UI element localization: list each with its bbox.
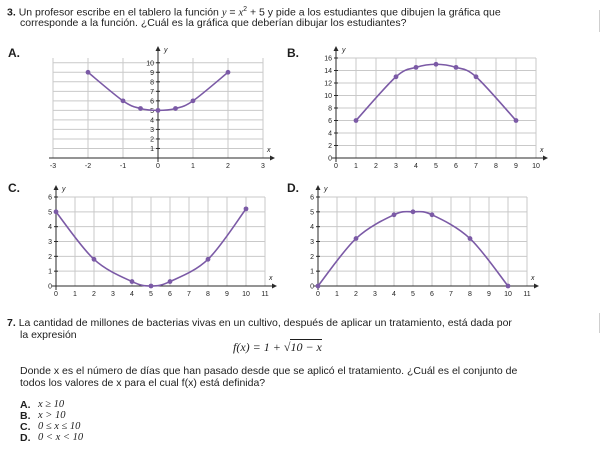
x-tick-label-b: 5 [434,163,438,170]
x-tick-label-a: 1 [191,163,195,170]
x-axis-label-a: x [267,147,271,154]
y-axis-arrow-d [316,185,321,190]
y-tick-label-a: 4 [150,117,154,125]
y-tick-label-a: 10 [146,60,154,68]
x-tick-label-b: 9 [514,163,518,170]
sqrt-sign: √ [283,340,291,354]
data-point-d [354,236,359,241]
x-tick-label-d: 2 [354,291,358,298]
data-point-a [138,106,143,111]
option-c-text: 0 ≤ x ≤ 10 [38,421,81,432]
x-axis-label-c: x [269,275,273,282]
graph-label-c: C. [8,181,20,195]
option-c-letter: C. [20,421,31,433]
x-axis-arrow-d [534,284,539,289]
x-axis-arrow-b [543,156,548,161]
x-tick-label-b: 8 [494,163,498,170]
data-point-b [354,118,359,123]
data-point-d [392,212,397,217]
y-tick-label-d: 5 [310,209,314,217]
x-tick-label-d: 10 [504,291,512,298]
y-tick-label-b: 12 [324,80,332,88]
y-tick-label-d: 0 [310,283,314,291]
x-tick-label-d: 11 [523,291,531,298]
x-tick-label-d: 1 [335,291,339,298]
data-point-c [149,284,154,289]
y-axis-label-c: y [62,186,66,193]
y-tick-label-b: 14 [324,68,332,75]
x-tick-label-c: 4 [130,291,134,298]
x-tick-label-d: 5 [411,291,415,298]
data-point-d [316,284,321,289]
graph-label-d: D. [287,181,299,195]
formula-radicand: 10 − x [290,340,322,354]
y-tick-label-a: 1 [150,145,154,153]
y-tick-label-a: 8 [150,79,154,87]
y-axis-arrow-c [54,185,59,190]
x-tick-label-a: -3 [49,163,57,170]
question-7-number: 7. [7,317,16,329]
option-a-text: x ≥ 10 [38,399,65,410]
question-7-line2: la expresión [20,329,77,341]
option-d-text: 0 < x < 10 [38,432,84,443]
func-exponent: 2 [243,6,248,13]
y-tick-label-c: 0 [48,283,52,291]
x-tick-label-c: 9 [225,291,229,298]
x-tick-label-d: 6 [430,291,434,298]
y-tick-label-c: 2 [48,253,52,261]
x-tick-label-b: 6 [454,163,458,170]
y-tick-label-b: 8 [328,105,332,113]
data-point-a [191,98,196,103]
data-point-b [514,118,519,123]
y-tick-label-c: 3 [48,239,52,246]
data-point-a [173,106,178,111]
data-point-b [414,65,419,70]
y-tick-label-b: 10 [324,93,332,100]
y-tick-label-b: 2 [328,143,332,150]
y-tick-label-a: 2 [150,136,154,144]
data-point-a [226,70,231,75]
x-axis-label-d: x [531,275,535,282]
y-tick-label-a: 7 [150,88,154,96]
data-point-c [130,279,135,284]
x-tick-label-b: 10 [532,163,540,170]
func-rest: + 5 [247,6,265,19]
formula-lhs: f(x) = 1 + [233,340,284,354]
data-point-d [468,236,473,241]
option-d-letter: D. [20,432,31,444]
data-point-a [156,108,161,113]
x-tick-label-c: 0 [54,291,58,298]
x-tick-label-d: 7 [449,291,453,298]
x-tick-label-c: 10 [242,291,250,298]
question-7-line3: Donde x es el número de días que han pasado desde que se aplicó el tratamiento. ¿Cuál es el conjunto de [20,365,518,377]
data-point-c [54,209,59,214]
x-tick-label-a: -2 [84,163,92,170]
x-tick-label-b: 4 [414,163,418,170]
question-7-line1 [7,317,603,329]
x-tick-label-c: 7 [187,291,191,298]
data-point-d [430,212,435,217]
question-3-line1-b: y pide a los estudiantes que dibujen la gráfica que [264,6,501,19]
x-tick-label-b: 2 [374,163,378,170]
y-axis-label-b: y [342,47,346,54]
y-tick-label-c: 6 [48,194,52,202]
y-tick-label-b: 4 [328,130,332,138]
x-tick-label-d: 0 [316,291,320,298]
data-point-b [474,74,479,79]
x-tick-label-d: 3 [373,291,377,298]
data-point-b [454,65,459,70]
x-tick-label-b: 0 [334,163,338,170]
x-axis-arrow-c [272,284,277,289]
x-tick-label-d: 4 [392,291,396,298]
graph-label-b: B. [287,46,299,60]
question-7-line4: todos los valores de x para el cual f(x) está definida? [20,377,266,389]
func-eq: = [226,6,239,19]
y-tick-label-a: 6 [150,98,154,106]
x-tick-label-a: -1 [119,163,127,170]
y-axis-arrow-b [334,46,339,51]
x-tick-label-c: 11 [261,291,269,298]
question-3-line2: corresponde a la función. ¿Cuál es la gráfica que deberían dibujar los estudiantes? [20,17,407,29]
y-axis-label-a: y [164,47,168,54]
y-tick-label-a: 5 [150,107,154,115]
y-tick-label-a: 9 [150,69,154,77]
x-tick-label-c: 3 [111,291,115,298]
y-axis-label-d: y [324,186,328,193]
x-tick-label-b: 7 [474,163,478,170]
x-tick-label-c: 1 [73,291,77,298]
x-tick-label-c: 6 [168,291,172,298]
y-tick-label-b: 16 [324,55,332,63]
data-point-d [411,209,416,214]
x-tick-label-a: 0 [156,163,160,170]
x-axis-label-b: x [540,147,544,154]
x-tick-label-a: 2 [226,163,230,170]
option-a-letter: A. [20,399,31,411]
y-tick-label-d: 6 [310,194,314,202]
data-point-a [86,70,91,75]
y-tick-label-d: 1 [310,268,314,276]
margin-rule-bottom [599,313,600,333]
formula [233,341,322,353]
x-tick-label-c: 2 [92,291,96,298]
x-tick-label-d: 9 [487,291,491,298]
y-tick-label-b: 0 [328,155,332,163]
data-point-c [244,206,249,211]
y-tick-label-a: 3 [150,126,154,134]
y-tick-label-c: 4 [48,224,52,232]
data-point-c [206,257,211,262]
data-point-b [394,74,399,79]
y-tick-label-d: 3 [310,239,314,246]
y-axis-arrow-a [156,46,161,51]
question-3-line1-a: Un profesor escribe en el tablero la función [18,6,222,19]
func-x: x [238,7,244,19]
y-tick-label-c: 1 [48,268,52,276]
y-tick-label-d: 4 [310,224,314,232]
y-tick-label-c: 5 [48,209,52,217]
question-3-number: 3. [7,6,16,19]
x-tick-label-a: 3 [261,163,265,170]
graph-label-a: A. [8,46,20,60]
x-tick-label-d: 8 [468,291,472,298]
data-point-c [168,279,173,284]
func-y: y [221,7,227,19]
x-axis-arrow-a [270,156,275,161]
data-point-b [434,62,439,67]
x-tick-label-c: 8 [206,291,210,298]
x-tick-label-b: 3 [394,163,398,170]
y-tick-label-b: 6 [328,118,332,125]
data-point-c [92,257,97,262]
x-tick-label-b: 1 [354,163,358,170]
data-point-a [121,98,126,103]
option-b-text: x > 10 [38,410,66,421]
y-tick-label-d: 2 [310,253,314,261]
option-b-letter: B. [20,410,31,422]
data-point-d [506,284,511,289]
question-7-line1-text: La cantidad de millones de bacterias vivas en un cultivo, después de aplicar un tratamiento, está dada por [18,317,512,329]
x-tick-label-c: 5 [149,291,153,298]
